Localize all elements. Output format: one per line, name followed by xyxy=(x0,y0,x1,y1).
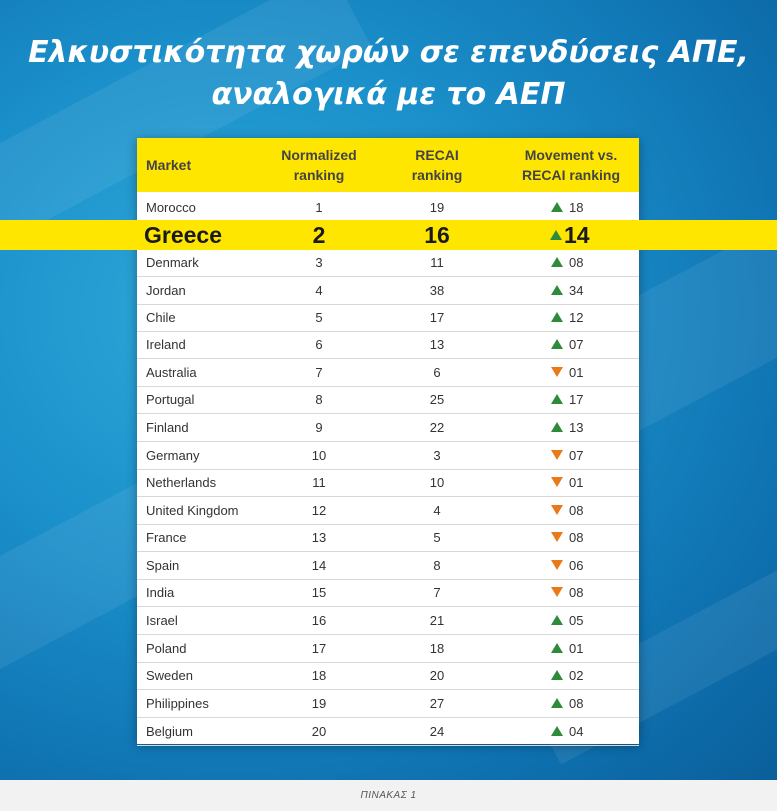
cell-recai: 24 xyxy=(429,724,445,739)
arrow-up-icon xyxy=(551,670,563,680)
arrow-up-icon xyxy=(551,698,563,708)
cell-normalized: 7 xyxy=(315,365,323,380)
table-row xyxy=(137,414,639,442)
cell-normalized: 15 xyxy=(311,585,327,600)
cell-normalized: 4 xyxy=(315,283,323,298)
arrow-up-icon xyxy=(551,312,563,322)
movement-value: 01 xyxy=(569,365,584,380)
movement-value: 13 xyxy=(569,420,584,435)
table-row-highlighted xyxy=(0,220,777,250)
cell-recai: 25 xyxy=(429,392,445,407)
cell-recai: 10 xyxy=(429,475,445,490)
header-movement xyxy=(507,138,635,192)
table-row xyxy=(137,359,639,387)
cell-movement xyxy=(551,635,583,662)
movement-value: 08 xyxy=(569,530,584,545)
cell-recai: 27 xyxy=(429,696,445,711)
cell-movement xyxy=(551,442,583,469)
cell-market: Portugal xyxy=(146,392,195,407)
movement-value: 06 xyxy=(569,558,584,573)
cell-normalized: 14 xyxy=(311,558,327,573)
cell-market: Israel xyxy=(146,613,178,628)
cell-normalized: 6 xyxy=(315,337,323,352)
table-row xyxy=(137,304,639,332)
movement-value: 08 xyxy=(569,585,584,600)
cell-movement xyxy=(551,497,583,524)
cell-market: Belgium xyxy=(146,724,193,739)
cell-movement xyxy=(551,524,583,551)
cell-normalized: 5 xyxy=(315,310,323,325)
header-recai xyxy=(387,138,487,192)
table-row xyxy=(137,442,639,470)
table-row xyxy=(137,552,639,580)
movement-value: 02 xyxy=(569,668,584,683)
arrow-down-icon xyxy=(551,560,563,570)
cell-recai: 13 xyxy=(429,337,445,352)
cell-market: Philippines xyxy=(146,696,209,711)
table-row xyxy=(137,718,639,746)
cell-normalized: 12 xyxy=(311,503,327,518)
cell-recai: 19 xyxy=(429,200,445,215)
table-row xyxy=(137,497,639,525)
movement-value: 14 xyxy=(564,222,590,248)
table-row xyxy=(137,579,639,607)
cell-movement xyxy=(551,414,583,441)
table-row xyxy=(137,277,639,305)
movement-value: 07 xyxy=(569,337,584,352)
arrow-up-icon xyxy=(551,285,563,295)
cell-market: Denmark xyxy=(146,255,199,270)
arrow-up-icon xyxy=(551,422,563,432)
cell-movement xyxy=(551,331,583,358)
movement-value: 01 xyxy=(569,641,584,656)
cell-normalized: 8 xyxy=(315,392,323,407)
movement-value: 08 xyxy=(569,696,584,711)
cell-recai: 7 xyxy=(433,585,441,600)
table-row xyxy=(137,662,639,690)
cell-market: Netherlands xyxy=(146,475,217,490)
cell-normalized: 3 xyxy=(315,255,323,270)
header-normalized-line1: Normalized xyxy=(281,147,357,163)
movement-value: 12 xyxy=(569,310,584,325)
arrow-up-icon xyxy=(551,339,563,349)
cell-market: Morocco xyxy=(146,200,196,215)
cell-market: Jordan xyxy=(146,283,186,298)
figure-caption: ΠΙΝΑΚΑΣ 1 xyxy=(360,790,417,801)
arrow-down-icon xyxy=(551,477,563,487)
cell-movement xyxy=(551,552,583,579)
table-row xyxy=(137,524,639,552)
cell-recai: 38 xyxy=(429,283,445,298)
table-header xyxy=(137,138,639,192)
cell-movement xyxy=(551,304,583,331)
cell-market: Finland xyxy=(146,420,189,435)
cell-normalized: 17 xyxy=(311,641,327,656)
table-row xyxy=(137,469,639,497)
movement-value: 08 xyxy=(569,503,584,518)
header-normalized xyxy=(257,138,381,192)
cell-market: Greece xyxy=(144,222,223,248)
arrow-up-icon xyxy=(551,202,563,212)
cell-movement xyxy=(551,690,583,717)
cell-market: India xyxy=(146,585,175,600)
movement-value: 08 xyxy=(569,255,584,270)
header-movement-line2: RECAI ranking xyxy=(521,167,620,183)
cell-normalized: 1 xyxy=(315,200,323,215)
arrow-up-icon xyxy=(551,257,563,267)
cell-normalized: 10 xyxy=(311,448,327,463)
movement-value: 34 xyxy=(569,283,584,298)
table-row xyxy=(137,635,639,663)
movement-value: 04 xyxy=(569,724,584,739)
cell-recai: 5 xyxy=(433,530,441,545)
cell-normalized: 2 xyxy=(312,222,326,248)
cell-movement xyxy=(551,386,583,413)
cell-movement xyxy=(551,662,583,689)
arrow-down-icon xyxy=(551,587,563,597)
title-line-1: Ελκυστικότητα χωρών σε επενδύσεις ΑΠΕ, xyxy=(28,35,749,70)
header-movement-line1: Movement vs. xyxy=(524,147,618,163)
cell-market: Poland xyxy=(146,641,187,656)
table-row xyxy=(137,607,639,635)
cell-recai: 18 xyxy=(429,641,445,656)
arrow-down-icon xyxy=(551,532,563,542)
arrow-up-icon xyxy=(551,615,563,625)
cell-recai: 16 xyxy=(424,222,450,248)
cell-normalized: 16 xyxy=(311,613,327,628)
cell-market: United Kingdom xyxy=(146,503,239,518)
cell-normalized: 11 xyxy=(312,475,326,490)
cell-normalized: 18 xyxy=(311,668,327,683)
header-recai-line1: RECAI xyxy=(415,147,459,163)
cell-market: Australia xyxy=(146,365,197,380)
table-row xyxy=(137,386,639,414)
movement-value: 01 xyxy=(569,475,584,490)
cell-movement xyxy=(551,469,583,496)
cell-recai: 20 xyxy=(429,668,445,683)
cell-movement xyxy=(551,277,583,304)
cell-market: France xyxy=(146,530,187,545)
cell-market: Ireland xyxy=(146,337,186,352)
arrow-up-icon xyxy=(550,230,562,240)
arrow-up-icon xyxy=(551,726,563,736)
cell-movement xyxy=(551,359,583,386)
cell-recai: 11 xyxy=(430,255,444,270)
page-title xyxy=(0,32,777,116)
cell-normalized: 13 xyxy=(311,530,327,545)
cell-movement xyxy=(551,579,583,606)
cell-recai: 3 xyxy=(433,448,441,463)
arrow-down-icon xyxy=(551,367,563,377)
cell-recai: 21 xyxy=(429,613,445,628)
cell-movement xyxy=(551,718,583,745)
table-row xyxy=(137,194,639,222)
cell-movement xyxy=(551,607,583,634)
table-row xyxy=(137,249,639,277)
cell-market: Chile xyxy=(146,310,176,325)
arrow-up-icon xyxy=(551,394,563,404)
cell-recai: 4 xyxy=(433,503,441,518)
cell-movement xyxy=(551,194,583,221)
cell-recai: 22 xyxy=(429,420,445,435)
movement-value: 07 xyxy=(569,448,584,463)
cell-movement xyxy=(551,249,583,276)
header-normalized-line2: ranking xyxy=(293,167,345,183)
arrow-up-icon xyxy=(551,643,563,653)
arrow-down-icon xyxy=(551,505,563,515)
cell-recai: 8 xyxy=(433,558,441,573)
cell-market: Germany xyxy=(146,448,200,463)
cell-recai: 6 xyxy=(433,365,441,380)
cell-normalized: 20 xyxy=(311,724,327,739)
header-recai-line2: ranking xyxy=(411,167,463,183)
movement-value: 17 xyxy=(569,392,584,407)
cell-market: Spain xyxy=(146,558,180,573)
header-market: Market xyxy=(146,157,192,173)
title-line-2: αναλογικά με το ΑΕΠ xyxy=(211,77,566,112)
cell-normalized: 19 xyxy=(311,696,327,711)
cell-market: Sweden xyxy=(146,668,193,683)
table-row xyxy=(137,331,639,359)
arrow-down-icon xyxy=(551,450,563,460)
cell-normalized: 9 xyxy=(315,420,323,435)
movement-value: 18 xyxy=(569,200,584,215)
movement-value: 05 xyxy=(569,613,584,628)
cell-movement xyxy=(550,220,590,250)
table-row xyxy=(137,690,639,718)
cell-recai: 17 xyxy=(429,310,445,325)
